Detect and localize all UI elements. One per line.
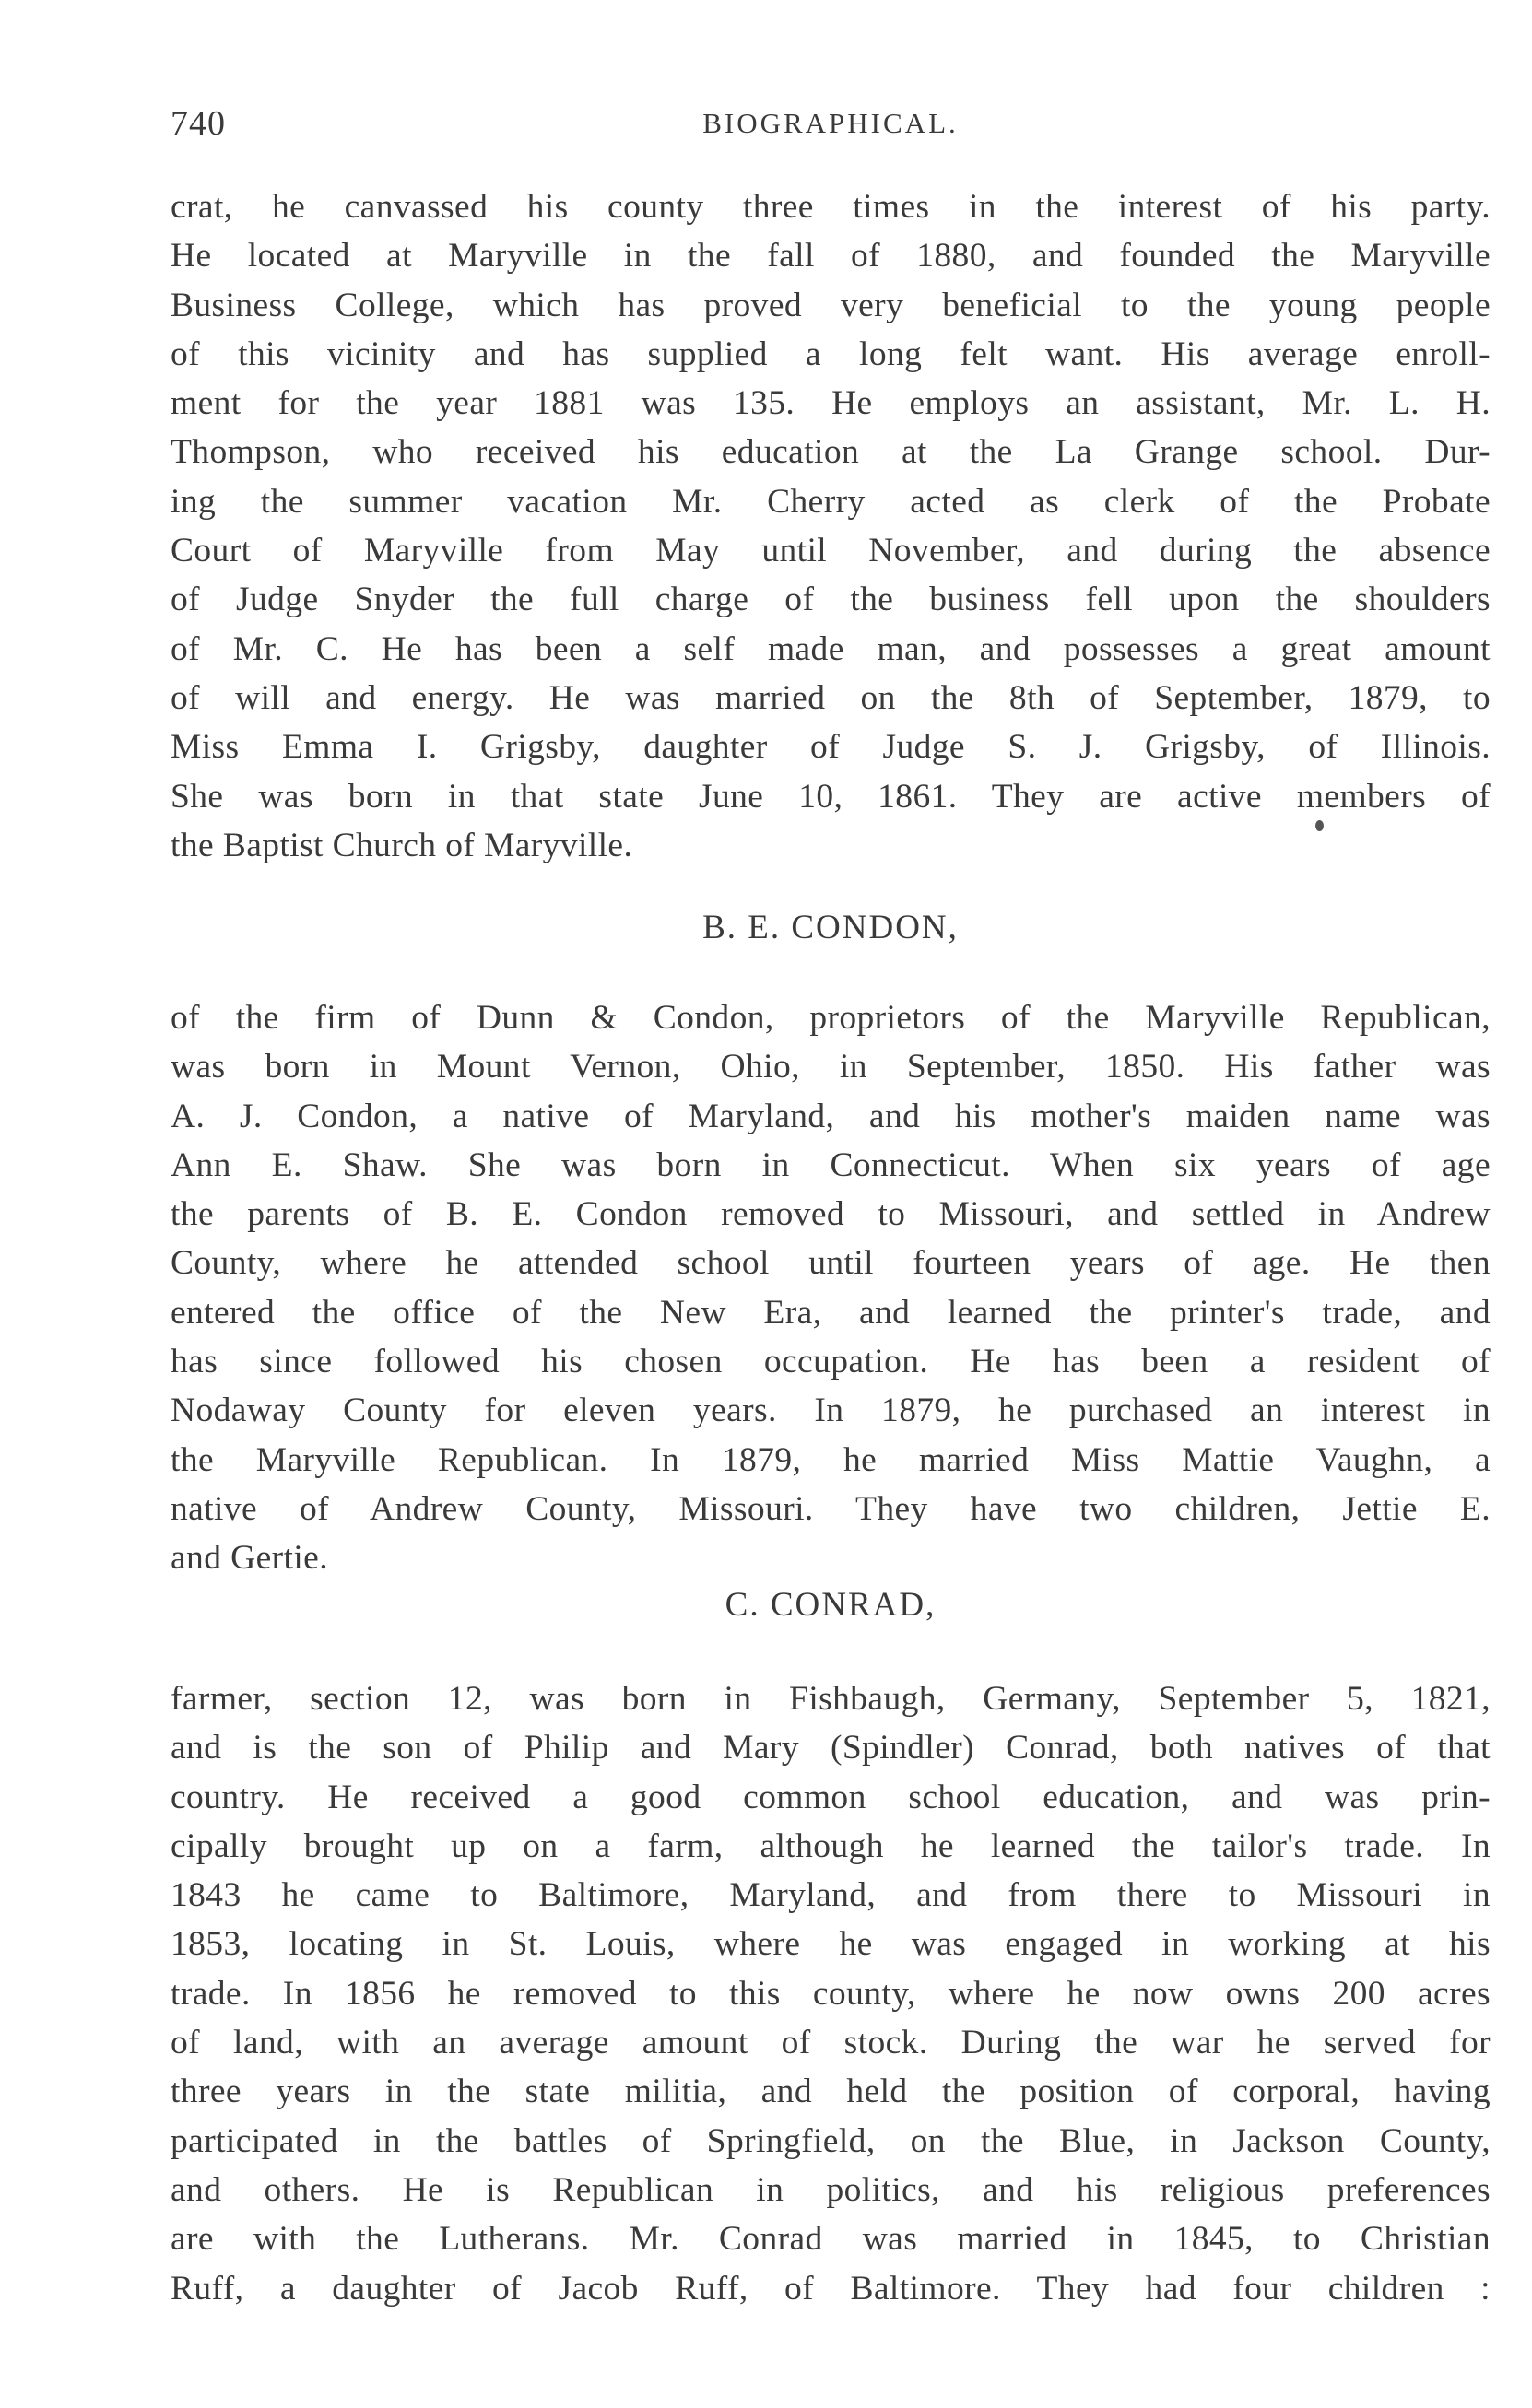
text-line: 1853, locating in St. Louis, where he was engaged in working at his [171, 1925, 1491, 1964]
text-line: She was born in that state June 10, 1861. They are active members of [171, 777, 1491, 816]
text-line: participated in the battles of Springfield, on the Blue, in Jackson County, [171, 2121, 1491, 2160]
running-head [171, 103, 1491, 159]
text-line: Court of Maryville from May until November, and during the absence [171, 532, 1491, 570]
text-line: of this vicinity and has supplied a long felt want. His average enroll- [171, 335, 1491, 373]
conrad-paragraph [171, 1674, 1491, 2313]
section-heading-conrad: C. CONRAD, [725, 1586, 937, 1624]
text-line: and others. He is Republican in politics, and his religious preferences [171, 2170, 1491, 2209]
text-line: He located at Maryville in the fall of 1880, and founded the Maryville [171, 237, 1491, 276]
page-number: 740 [171, 104, 226, 143]
text-line: Nodaway County for eleven years. In 1879, he purchased an interest in [171, 1392, 1491, 1430]
text-line: Ruff, a daughter of Jacob Ruff, of Baltimore. They had four children : [171, 2269, 1491, 2308]
text-line: has since followed his chosen occupation. He has been a resident of [171, 1343, 1491, 1381]
text-line: country. He received a good common school education, and was prin- [171, 1778, 1491, 1816]
text-line: three years in the state militia, and held the position of corporal, having [171, 2073, 1491, 2111]
text-line: are with the Lutherans. Mr. Conrad was married in 1845, to Christian [171, 2220, 1491, 2259]
text-line: and is the son of Philip and Mary (Spindler) Conrad, both natives of that [171, 1729, 1491, 1768]
text-line: A. J. Condon, a native of Maryland, and his mother's maiden name was [171, 1097, 1491, 1135]
text-line: trade. In 1856 he removed to this county, where he now owns 200 acres [171, 1974, 1491, 2013]
text-line: and Gertie. [171, 1539, 328, 1578]
text-line: 1843 he came to Baltimore, Maryland, and from there to Missouri in [171, 1876, 1491, 1915]
text-line: of the firm of Dunn & Condon, proprietors of the Maryville Republican, [171, 999, 1491, 1037]
text-line: Miss Emma I. Grigsby, daughter of Judge S. J. Grigsby, of Illinois. [171, 728, 1491, 767]
text-line: Ann E. Shaw. She was born in Connecticut. When six years of age [171, 1145, 1491, 1184]
text-line: ing the summer vacation Mr. Cherry acted as clerk of the Probate [171, 482, 1491, 521]
running-title: BIOGRAPHICAL. [702, 107, 959, 139]
text-line: the Maryville Republican. In 1879, he married Miss Mattie Vaughn, a [171, 1440, 1491, 1479]
text-line: of land, with an average amount of stock. During the war he served for [171, 2024, 1491, 2062]
text-line: entered the office of the New Era, and learned the printer's trade, and [171, 1293, 1491, 1332]
condon-paragraph [171, 993, 1491, 1583]
text-line: of Judge Snyder the full charge of the business fell upon the shoulders [171, 581, 1491, 619]
text-line: was born in Mount Vernon, Ohio, in September, 1850. His father was [171, 1048, 1491, 1087]
text-line: of Mr. C. He has been a self made man, and possesses a great amount [171, 629, 1491, 668]
intro-paragraph [171, 182, 1491, 870]
text-line: crat, he canvassed his county three times in the interest of his party. [171, 188, 1491, 226]
text-line: farmer, section 12, was born in Fishbaugh, Germany, September 5, 1821, [171, 1680, 1491, 1718]
text-line: of will and energy. He was married on the 8th of September, 1879, to [171, 678, 1491, 717]
text-line: the Baptist Church of Maryville. [171, 826, 633, 864]
text-line: ment for the year 1881 was 135. He employs an assistant, Mr. L. H. [171, 384, 1491, 423]
text-line: Business College, which has proved very beneficial to the young people [171, 286, 1491, 324]
text-line: the parents of B. E. Condon removed to Missouri, and settled in Andrew [171, 1195, 1491, 1234]
ink-speck [1315, 820, 1324, 831]
text-line: cipally brought up on a farm, although he learned the tailor's trade. In [171, 1827, 1491, 1865]
text-line: native of Andrew County, Missouri. They have two children, Jettie E. [171, 1489, 1491, 1528]
text-line: Thompson, who received his education at the La Grange school. Dur- [171, 433, 1491, 472]
text-line: County, where he attended school until fourteen years of age. He then [171, 1244, 1491, 1283]
section-heading-condon: B. E. CONDON, [702, 909, 959, 946]
